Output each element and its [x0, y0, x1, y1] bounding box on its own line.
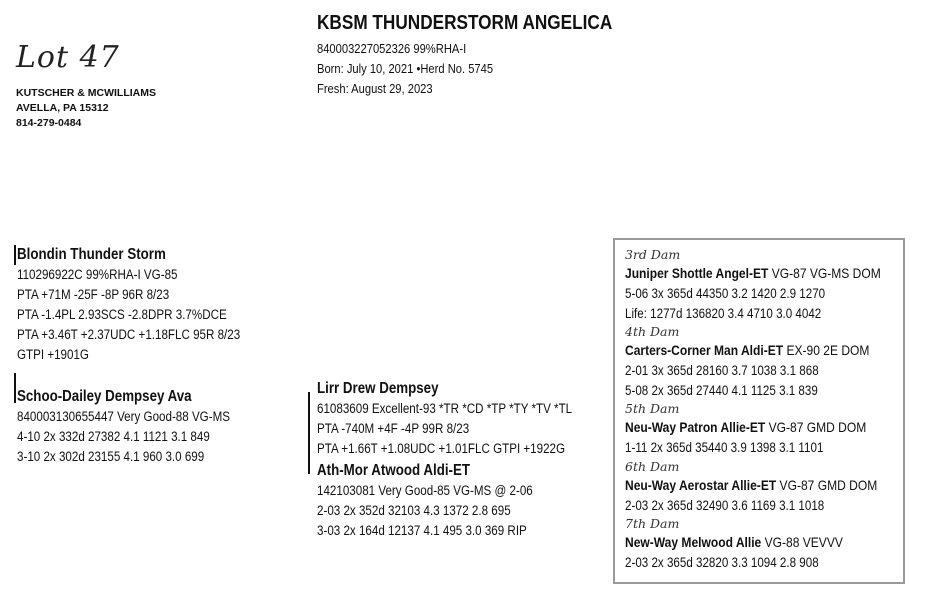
dam-classification: VG-87 VG-MS DOM	[768, 265, 881, 281]
animal-fresh: Fresh: August 29, 2023	[317, 81, 433, 96]
animal-name: KBSM THUNDERSTORM ANGELICA	[317, 12, 613, 34]
dam-record: Life: 1277d 136820 3.4 4710 3.0 4042	[625, 305, 822, 321]
dam-name: Schoo-Dailey Dempsey Ava	[17, 388, 192, 405]
dam-generation-label: 6th Dam	[625, 458, 680, 474]
animal-header	[317, 12, 660, 99]
maternal-granddam-line: 2-03 2x 352d 32103 4.3 1372 2.8 695	[317, 503, 511, 518]
dam-line: 840003130655447 Very Good-88 VG-MS	[17, 409, 231, 424]
sire-name: Blondin Thunder Storm	[17, 246, 166, 263]
dam-name: Neu-Way Patron Allie-ET VG-87 GMD DOM	[625, 419, 867, 435]
maternal-granddam-block	[317, 461, 568, 541]
dam-name: Carters-Corner Man Aldi-ET EX-90 2E DOM	[625, 342, 870, 358]
maternal-granddam-name: Ath-Mor Atwood Aldi-ET	[317, 462, 471, 479]
dam-generation-label: 3rd Dam	[625, 247, 681, 262]
sire-line: PTA +3.46T +2.37UDC +1.18FLC 95R 8/23	[17, 327, 241, 342]
maternal-granddam-line: 3-03 2x 164d 12137 4.1 495 3.0 369 RIP	[317, 523, 527, 538]
consignor-name: KUTSCHER & MCWILLIAMS	[16, 87, 156, 99]
dam-record: 2-01 3x 365d 28160 3.7 1038 3.1 868	[625, 363, 819, 378]
sire-block	[17, 245, 277, 365]
dam-name: Juniper Shottle Angel-ET VG-87 VG-MS DOM	[625, 265, 881, 281]
maternal-grandsire-line: PTA +1.66T +1.08UDC +1.01FLC GTPI +1922G	[317, 441, 566, 456]
sire-line: PTA +71M -25F -8P 96R 8/23	[17, 287, 170, 302]
dam-record: 1-11 2x 365d 35440 3.9 1398 3.1 1101	[625, 440, 824, 455]
consignor-block	[16, 86, 156, 131]
maternal-grandsire-block	[317, 379, 614, 459]
dam-generation-label: 5th Dam	[625, 401, 680, 416]
dam-family-box	[613, 238, 905, 584]
mgs-bracket	[308, 392, 310, 474]
dam-name: Neu-Way Aerostar Allie-ET VG-87 GMD DOM	[625, 476, 878, 493]
sire-bracket	[14, 245, 16, 265]
dam-line: 3-10 2x 302d 23155 4.1 960 3.0 699	[17, 449, 205, 464]
dam-block	[17, 387, 265, 467]
maternal-grandsire-line: PTA -740M +4F -4P 99R 8/23	[317, 421, 470, 436]
consignor-phone: 814-279-0484	[16, 117, 82, 129]
sire-line: GTPI +1901G	[17, 347, 89, 362]
dam-bracket	[14, 373, 16, 403]
consignor-address: AVELLA, PA 15312	[16, 102, 109, 114]
animal-born: Born: July 10, 2021 •Herd No. 5745	[317, 61, 494, 76]
dam-line: 4-10 2x 332d 27382 4.1 1121 3.1 849	[17, 429, 210, 444]
dam-classification: EX-90 2E DOM	[783, 342, 870, 358]
maternal-granddam-line: 142103081 Very Good-85 VG-MS @ 2-06	[317, 483, 533, 498]
dam-generation-label: 7th Dam	[625, 516, 680, 531]
dam-classification: VG-88 VEVVV	[761, 534, 843, 550]
lot-number: Lot 47	[16, 40, 120, 75]
maternal-grandsire-name: Lirr Drew Dempsey	[317, 380, 439, 397]
dam-record: 2-03 2x 365d 32490 3.6 1169 3.1 1018	[625, 497, 825, 513]
dam-record: 5-08 2x 365d 27440 4.1 1125 3.1 839	[625, 382, 818, 398]
animal-id: 840003227052326 99%RHA-I	[317, 41, 467, 56]
sire-line: PTA -1.4PL 2.93SCS -2.8DPR 3.7%DCE	[17, 307, 227, 322]
dam-classification: VG-87 GMD DOM	[776, 476, 878, 493]
dam-generation-label: 4th Dam	[625, 324, 680, 339]
dam-record: 2-03 2x 365d 32820 3.3 1094 2.8 908	[625, 555, 819, 570]
maternal-grandsire-line: 61083609 Excellent-93 *TR *CD *TP *TY *TV *TL	[317, 401, 573, 416]
sire-line: 110296922C 99%RHA-I VG-85	[17, 267, 178, 282]
dam-record: 5-06 3x 365d 44350 3.2 1420 2.9 1270	[625, 286, 826, 301]
dam-name: New-Way Melwood Allie VG-88 VEVVV	[625, 534, 843, 550]
dam-classification: VG-87 GMD DOM	[765, 419, 867, 435]
